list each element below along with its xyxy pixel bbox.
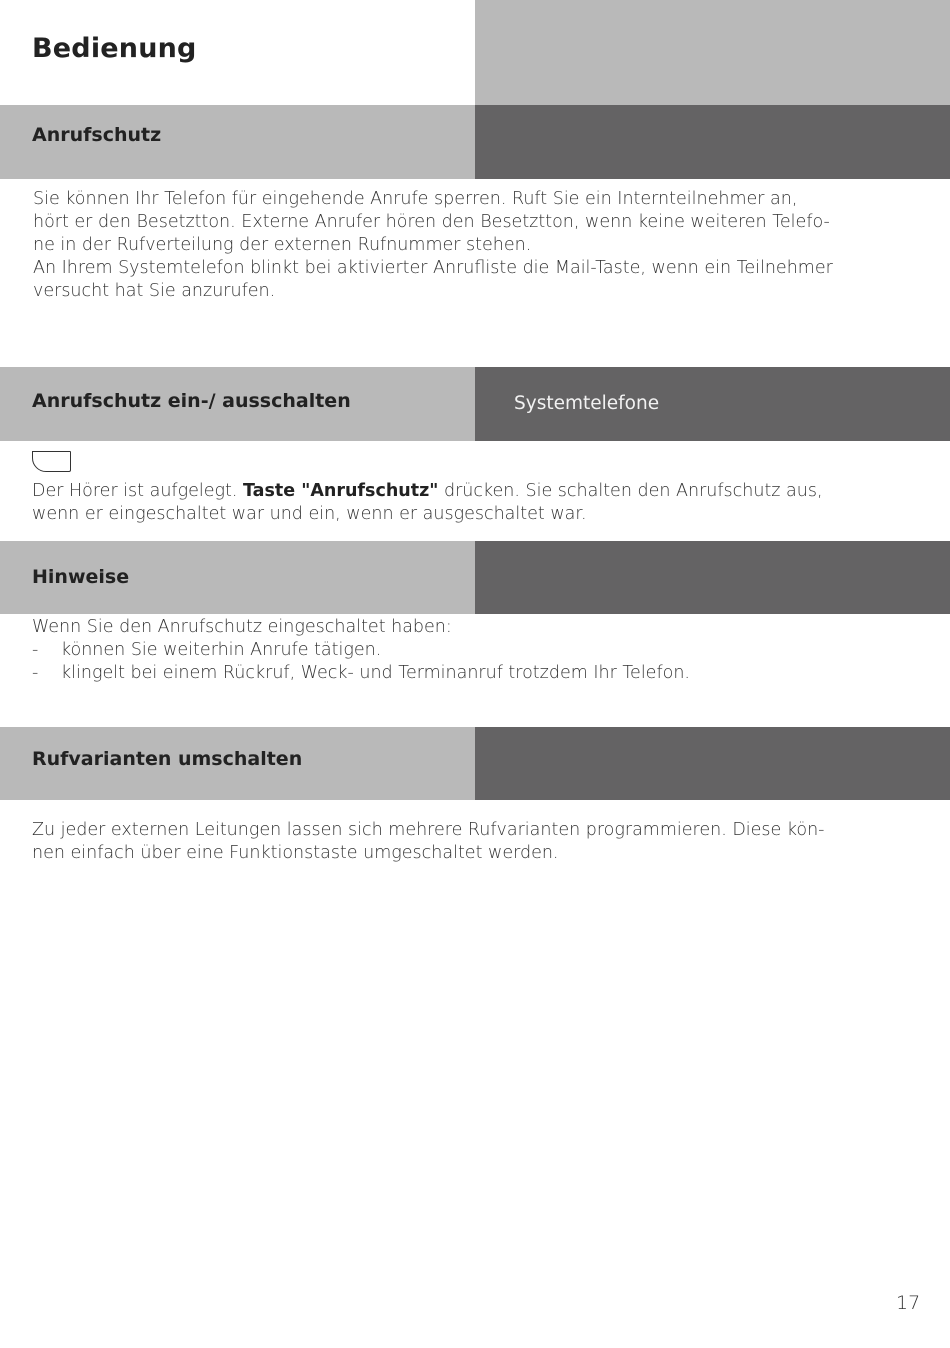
page-number: 17 (896, 1292, 921, 1314)
section-header-side (475, 727, 950, 800)
text-line: An Ihrem Systemtelefon blinkt bei aktivierter Anrufliste die Mail-Taste, wenn ein Teilnehmer (33, 258, 833, 278)
list-dash: - (32, 663, 39, 683)
section-heading-hinweise: Hinweise (32, 566, 130, 588)
text-line: hört er den Besetztton. Externe Anrufer hören den Besetztton, wenn keine weiteren Telefo- (33, 212, 830, 232)
list-dash: - (32, 640, 39, 660)
section-heading-anrufschutz: Anrufschutz (32, 124, 162, 146)
text-line (32, 480, 912, 503)
hinweise-text (32, 616, 912, 685)
text-line: Sie können Ihr Telefon für eingehende Anrufe sperren. Ruft Sie ein Internteilnehmer an, (33, 189, 798, 209)
section-heading-ein-aus: Anrufschutz ein-/ ausschalten (32, 390, 351, 412)
text-line: versucht hat Sie anzurufen. (33, 281, 276, 301)
page-title: Bedienung (32, 33, 197, 64)
list-item (32, 639, 912, 662)
list-item (32, 662, 912, 685)
section-header-side (475, 541, 950, 614)
section-heading-rufvarianten: Rufvarianten umschalten (32, 748, 303, 770)
phone-key-icon (32, 451, 71, 472)
side-label-systemtelefone: Systemtelefone (514, 393, 660, 414)
text-span: Der Hörer ist aufgelegt. (32, 481, 243, 501)
list-item-text: klingelt bei einem Rückruf, Weck- und Terminanruf trotzdem Ihr Telefon. (61, 663, 690, 683)
text-line: wenn er eingeschaltet war und ein, wenn er ausgeschaltet war. (32, 504, 587, 524)
text-line: ne in der Rufverteilung der externen Rufnummer stehen. (33, 235, 532, 255)
section-header-side (475, 105, 950, 179)
text-line: Wenn Sie den Anrufschutz eingeschaltet haben: (32, 617, 452, 637)
anrufschutz-description (33, 188, 913, 303)
ein-aus-description (32, 480, 912, 526)
text-line: nen einfach über eine Funktionstaste umgeschaltet werden. (32, 843, 559, 863)
top-right-block (475, 0, 950, 105)
text-span: drücken. Sie schalten den Anrufschutz aus, (438, 481, 823, 501)
list-item-text: können Sie weiterhin Anrufe tätigen. (61, 640, 382, 660)
rufvarianten-description (32, 819, 912, 865)
text-line: Zu jeder externen Leitungen lassen sich mehrere Rufvarianten programmieren. Diese kön- (32, 820, 825, 840)
key-name: Taste "Anrufschutz" (242, 481, 439, 501)
